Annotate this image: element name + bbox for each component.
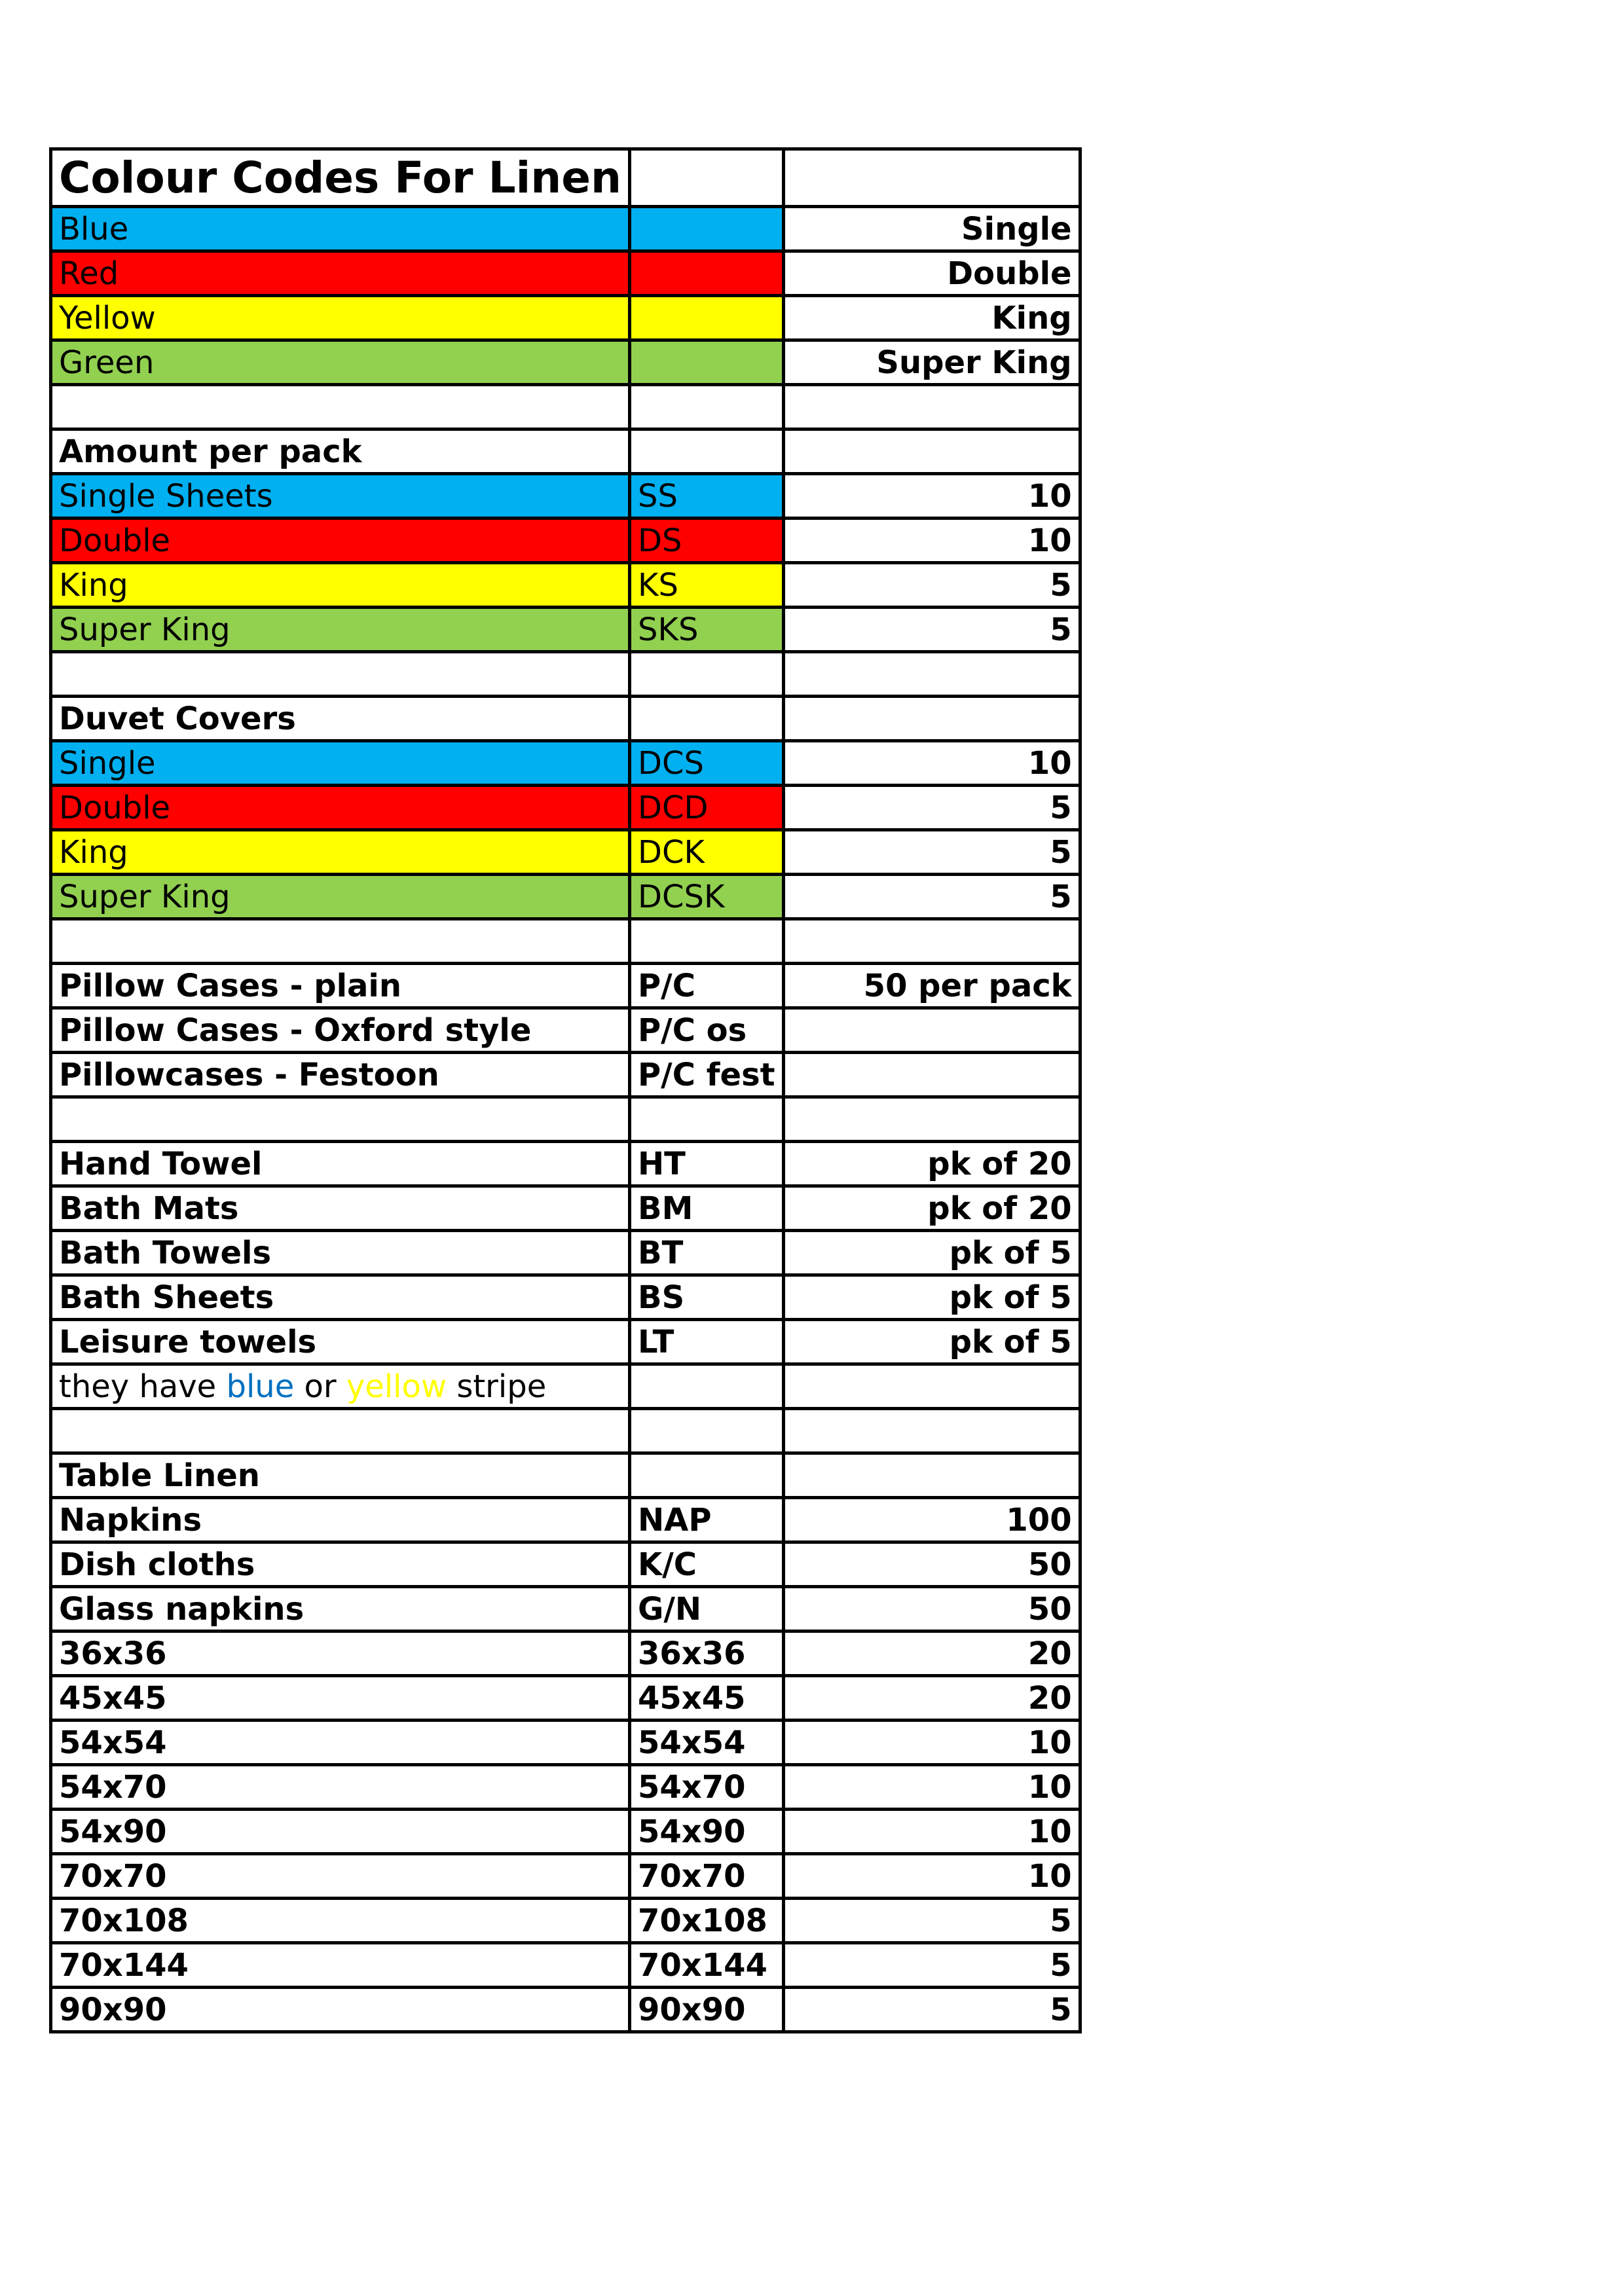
item-code: DS: [630, 519, 784, 563]
pillow-row-oxford: [51, 1008, 1080, 1053]
item-code: 54x90: [630, 1810, 784, 1854]
item-code: LT: [630, 1320, 784, 1364]
item-code: BM: [630, 1186, 784, 1231]
table-linen-row: [51, 1498, 1080, 1542]
item-name: 54x90: [51, 1810, 630, 1854]
table-linen-row: [51, 1899, 1080, 1943]
colour-row-red: [51, 251, 1080, 296]
colour-name: Blue: [51, 207, 630, 251]
item-qty: pk of 20: [783, 1186, 1080, 1231]
item-code: DCSK: [630, 875, 784, 919]
item-name: Double: [51, 786, 630, 830]
towel-row-leisure: [51, 1320, 1080, 1364]
spacer-row: [51, 652, 1080, 697]
item-code: NAP: [630, 1498, 784, 1542]
section-header-row: [51, 1453, 1080, 1498]
item-code: 54x54: [630, 1721, 784, 1765]
item-name: King: [51, 830, 630, 875]
duvet-row-king: [51, 830, 1080, 875]
item-name: Super King: [51, 875, 630, 919]
colour-row-blue: [51, 207, 1080, 251]
section-heading-duvet-covers: Duvet Covers: [51, 697, 630, 741]
colour-swatch: [630, 296, 784, 340]
item-code: 90x90: [630, 1988, 784, 2032]
colour-name: Green: [51, 340, 630, 385]
item-code: 36x36: [630, 1631, 784, 1676]
item-name: Double: [51, 519, 630, 563]
item-code: G/N: [630, 1587, 784, 1631]
item-code: DCD: [630, 786, 784, 830]
item-qty: [783, 1053, 1080, 1097]
item-name: 54x54: [51, 1721, 630, 1765]
item-qty: pk of 5: [783, 1231, 1080, 1275]
stripe-note-text: or: [294, 1368, 346, 1405]
colour-size: Single: [783, 207, 1080, 251]
item-code: HT: [630, 1142, 784, 1186]
item-code: 45x45: [630, 1676, 784, 1721]
pillow-row-plain: [51, 964, 1080, 1008]
item-qty: 20: [783, 1631, 1080, 1676]
table-linen-row: [51, 1854, 1080, 1899]
colour-size: Double: [783, 251, 1080, 296]
sheet-row-king: [51, 563, 1080, 608]
item-code: 70x70: [630, 1854, 784, 1899]
item-code: P/C os: [630, 1008, 784, 1053]
item-qty: 10: [783, 519, 1080, 563]
item-qty: 5: [783, 786, 1080, 830]
sheet-row-single: [51, 474, 1080, 519]
section-heading-amount-per-pack: Amount per pack: [51, 429, 630, 474]
item-qty: 5: [783, 1899, 1080, 1943]
colour-swatch: [630, 207, 784, 251]
item-code: KS: [630, 563, 784, 608]
section-header-row: [51, 429, 1080, 474]
item-code: 54x70: [630, 1765, 784, 1810]
item-qty: pk of 20: [783, 1142, 1080, 1186]
item-qty: 50: [783, 1542, 1080, 1587]
item-code: K/C: [630, 1542, 784, 1587]
item-name: 36x36: [51, 1631, 630, 1676]
item-code: BS: [630, 1275, 784, 1320]
stripe-note-text: they have: [59, 1368, 227, 1405]
section-header-row: [51, 697, 1080, 741]
section-heading-table-linen: Table Linen: [51, 1453, 630, 1498]
spacer-row: [51, 1097, 1080, 1142]
item-qty: 5: [783, 830, 1080, 875]
colour-name: Red: [51, 251, 630, 296]
stripe-note-text: stripe: [447, 1368, 547, 1405]
item-code: DCS: [630, 741, 784, 786]
stripe-note-yellow: yellow: [346, 1368, 447, 1405]
item-code: P/C fest: [630, 1053, 784, 1097]
item-code: 70x144: [630, 1943, 784, 1988]
item-name: 70x70: [51, 1854, 630, 1899]
item-name: Napkins: [51, 1498, 630, 1542]
linen-colour-code-table: [49, 147, 1082, 2033]
item-code: 70x108: [630, 1899, 784, 1943]
sheet-row-super-king: [51, 608, 1080, 652]
item-name: Single: [51, 741, 630, 786]
item-qty: 10: [783, 1810, 1080, 1854]
item-name: Pillow Cases - plain: [51, 964, 630, 1008]
colour-swatch: [630, 251, 784, 296]
sheet-row-double: [51, 519, 1080, 563]
item-code: SS: [630, 474, 784, 519]
empty-cell: [630, 149, 784, 207]
page-title: Colour Codes For Linen: [51, 149, 630, 207]
item-name: Bath Sheets: [51, 1275, 630, 1320]
item-name: Bath Towels: [51, 1231, 630, 1275]
stripe-note-row: [51, 1364, 1080, 1409]
item-name: 54x70: [51, 1765, 630, 1810]
item-qty: pk of 5: [783, 1320, 1080, 1364]
table-linen-row: [51, 1988, 1080, 2032]
pillow-row-festoon: [51, 1053, 1080, 1097]
stripe-note-blue: blue: [226, 1368, 295, 1405]
colour-row-green: [51, 340, 1080, 385]
empty-cell: [783, 149, 1080, 207]
table-linen-row: [51, 1676, 1080, 1721]
item-code: P/C: [630, 964, 784, 1008]
item-qty: pk of 5: [783, 1275, 1080, 1320]
item-qty: 10: [783, 1765, 1080, 1810]
colour-size: King: [783, 296, 1080, 340]
item-name: Bath Mats: [51, 1186, 630, 1231]
table-linen-row: [51, 1943, 1080, 1988]
item-qty: 100: [783, 1498, 1080, 1542]
colour-swatch: [630, 340, 784, 385]
table-linen-row: [51, 1631, 1080, 1676]
spacer-row: [51, 385, 1080, 429]
towel-row-bath-sheets: [51, 1275, 1080, 1320]
item-name: Dish cloths: [51, 1542, 630, 1587]
towel-row-bath-mats: [51, 1186, 1080, 1231]
item-qty: 50: [783, 1587, 1080, 1631]
item-name: King: [51, 563, 630, 608]
item-name: Super King: [51, 608, 630, 652]
item-name: Hand Towel: [51, 1142, 630, 1186]
item-qty: 5: [783, 1988, 1080, 2032]
item-qty: [783, 1008, 1080, 1053]
item-name: 70x144: [51, 1943, 630, 1988]
duvet-row-super-king: [51, 875, 1080, 919]
title-row: [51, 149, 1080, 207]
table-linen-row: [51, 1542, 1080, 1587]
item-name: 90x90: [51, 1988, 630, 2032]
colour-row-yellow: [51, 296, 1080, 340]
item-qty: 50 per pack: [783, 964, 1080, 1008]
item-name: Leisure towels: [51, 1320, 630, 1364]
item-code: BT: [630, 1231, 784, 1275]
spacer-row: [51, 919, 1080, 964]
item-qty: 5: [783, 1943, 1080, 1988]
stripe-note: [51, 1364, 630, 1409]
table-linen-row: [51, 1721, 1080, 1765]
colour-name: Yellow: [51, 296, 630, 340]
item-qty: 10: [783, 474, 1080, 519]
item-code: SKS: [630, 608, 784, 652]
item-name: Pillow Cases - Oxford style: [51, 1008, 630, 1053]
duvet-row-double: [51, 786, 1080, 830]
item-qty: 5: [783, 563, 1080, 608]
item-qty: 5: [783, 875, 1080, 919]
item-name: 45x45: [51, 1676, 630, 1721]
item-name: Single Sheets: [51, 474, 630, 519]
item-qty: 10: [783, 741, 1080, 786]
duvet-row-single: [51, 741, 1080, 786]
table-linen-row: [51, 1587, 1080, 1631]
item-code: DCK: [630, 830, 784, 875]
item-qty: 10: [783, 1721, 1080, 1765]
item-qty: 20: [783, 1676, 1080, 1721]
item-name: 70x108: [51, 1899, 630, 1943]
item-qty: 5: [783, 608, 1080, 652]
table-linen-row: [51, 1765, 1080, 1810]
item-name: Glass napkins: [51, 1587, 630, 1631]
towel-row-hand: [51, 1142, 1080, 1186]
spacer-row: [51, 1409, 1080, 1453]
colour-size: Super King: [783, 340, 1080, 385]
item-name: Pillowcases - Festoon: [51, 1053, 630, 1097]
table-linen-row: [51, 1810, 1080, 1854]
item-qty: 10: [783, 1854, 1080, 1899]
towel-row-bath-towels: [51, 1231, 1080, 1275]
